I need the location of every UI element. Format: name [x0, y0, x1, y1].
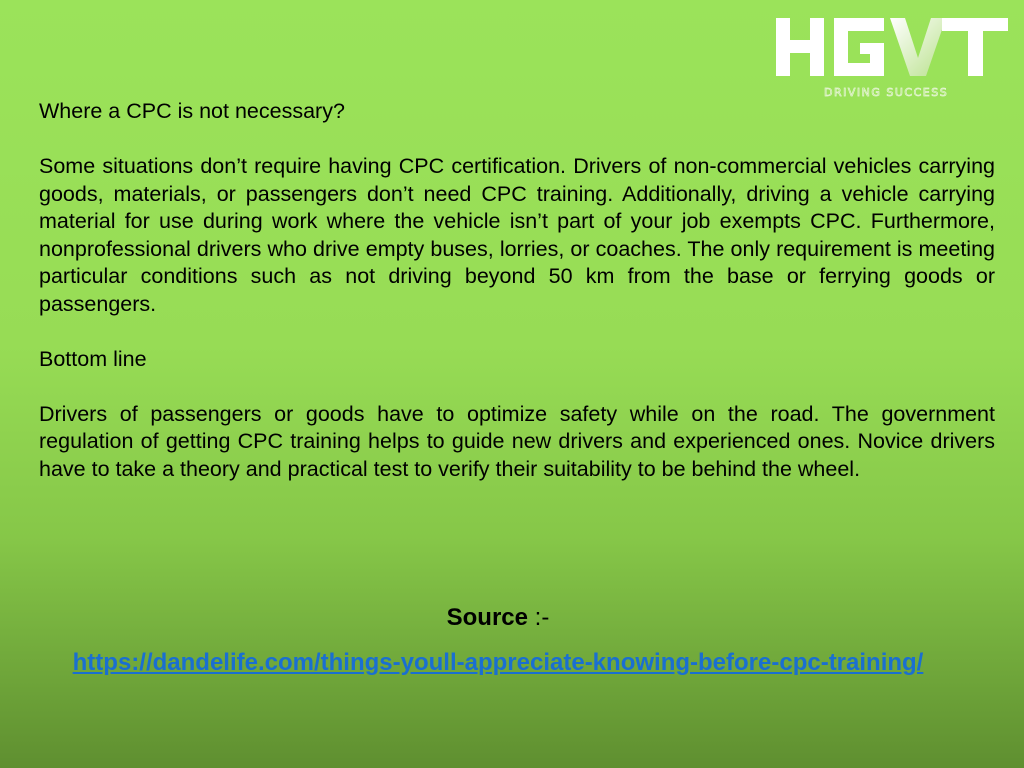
- section-heading-cpc-not-necessary: Where a CPC is not necessary?: [39, 99, 345, 123]
- logo-tagline: DRIVING SUCCESS: [824, 86, 949, 99]
- source-separator: :-: [528, 604, 550, 631]
- paragraph-bottom-line: Drivers of passengers or goods have to optimize safety while on the road. The government regulation of getting CPC training helps to guide new drivers and experienced ones. Novice drivers have to take a theory and practical test to verify their suitability to be behind the wheel.: [39, 401, 995, 481]
- source-line: [0, 603, 996, 633]
- main-content: [39, 98, 995, 511]
- source-link[interactable]: https://dandelife.com/things-youll-appreciate-knowing-before-cpc-training/: [72, 649, 924, 676]
- logo-graphic: [772, 12, 1012, 82]
- source-label: Source: [446, 604, 529, 631]
- paragraph-cpc-exemptions: Some situations don’t require having CPC certification. Drivers of non-commercial vehicles carrying goods, materials, or passengers don’t need CPC training. Additionally, driving a vehicle carrying material for use during work where the vehicle isn’t part of your job exempts CPC. Furthermore, nonprofessional drivers who drive empty buses, lorries, or coaches. The only requirement is meeting particular conditions such as not driving beyond 50 km from the base or ferrying goods or passengers.: [39, 154, 995, 316]
- hgvt-logo: [772, 12, 1012, 102]
- section-heading-bottom-line: Bottom line: [39, 346, 147, 371]
